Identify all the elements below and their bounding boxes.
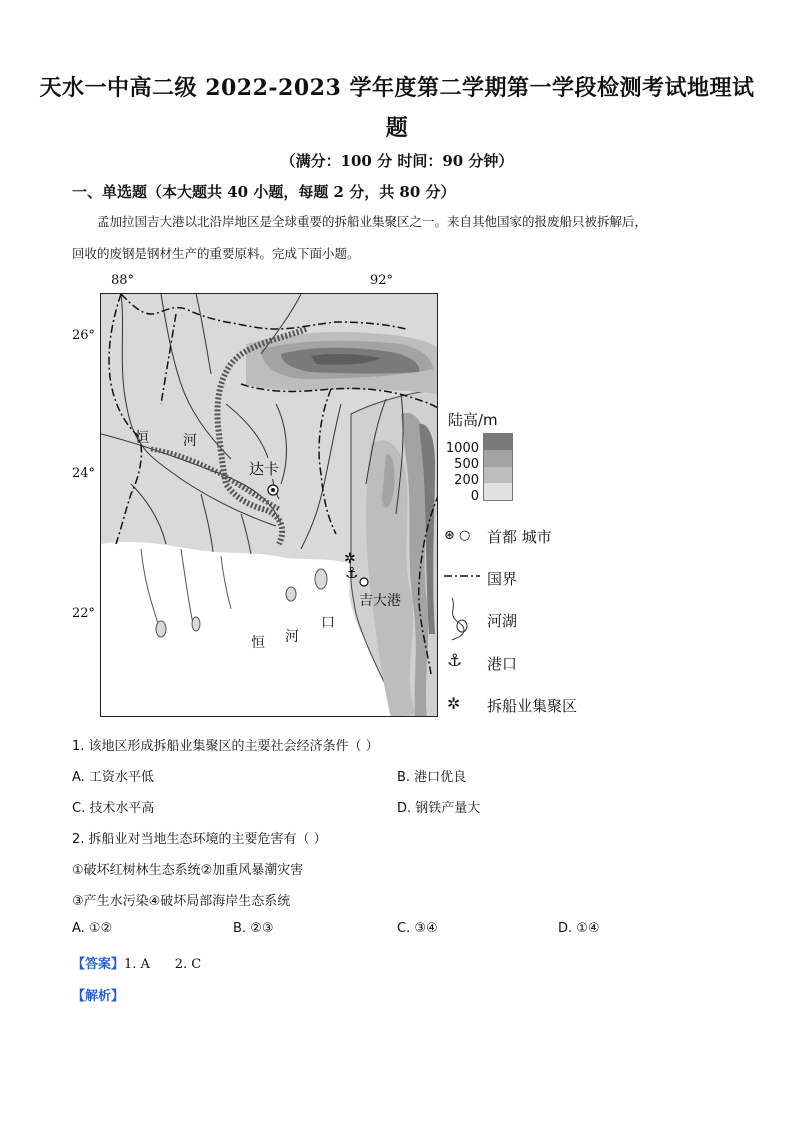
legend-tick-500: 500 [454,457,479,472]
document-title-line2: 题 [385,115,409,141]
legend-capital-city: 首都 城市 [487,528,552,546]
capital-city-legend-icon: ⊛ ○ [444,528,471,543]
dhaka-label: 达卡 [249,460,280,478]
question-1-option-c: C. 技术水平高 [72,801,155,816]
question-1-stem: 1. 该地区形成拆船业集聚区的主要社会经济条件（ ） [72,739,379,754]
intro-line2: 回收的废钢是钢材生产的重要原料。完成下面小题。 [72,246,360,261]
question-1-option-a: A. 工资水平低 [72,770,154,785]
chittagong-label: 吉大港 [359,593,401,609]
question-2-statements-1: ①破坏红树林生态系统②加重风暴潮灾害 [72,863,304,878]
analysis-label: 【解析】 [72,989,125,1004]
lon-label-92: 92° [370,273,394,288]
ganges-label-1: 恒 [135,430,149,446]
question-2-option-b: B. ②③ [233,921,274,936]
answer-line [72,953,201,972]
estuary-label-1: 恒 [251,635,265,651]
exam-info: （满分：100 分 时间：90 分钟） [280,152,514,170]
legend-rivers: 河湖 [487,612,518,630]
border-legend-icon [444,568,480,584]
lat-label-22: 22° [72,606,96,621]
legend-tick-1000: 1000 [445,441,479,456]
lon-label-88: 88° [111,273,135,288]
legend-tick-200: 200 [454,473,479,488]
shipbreaking-legend-icon: ✲ [447,694,461,713]
legend-elevation-scale [483,433,513,501]
document-title-line1: 天水一中高二级 2022-2023 学年度第二学期第一学段检测考试地理试 [39,75,755,101]
estuary-label-3: 口 [321,615,335,631]
intro-line1: 孟加拉国吉大港以北沿岸地区是全球重要的拆船业集聚区之一。来自其他国家的报废船只被拆解后， [97,214,648,229]
question-2-option-d: D. ①④ [558,921,600,936]
question-1-option-d: D. 钢铁产量大 [397,801,481,816]
legend-shipbreaking: 拆船业集聚区 [487,697,578,715]
estuary-label-2: 河 [285,629,299,645]
map-drawing [101,294,438,717]
question-2-stem: 2. 拆船业对当地生态环境的主要危害有（ ） [72,832,327,847]
question-1-option-b: B. 港口优良 [397,770,467,785]
question-2-option-c: C. ③④ [397,921,438,936]
question-2-option-a: A. ①② [72,921,113,936]
shipbreaking-cluster-icon: ✲ [344,551,356,567]
legend-tick-0: 0 [470,489,479,504]
legend-elevation-title: 陆高/m [448,411,498,429]
answer-label: 【答案】 [72,957,125,972]
answer-value: 1. A 2. C [124,957,202,972]
lat-label-26: 26° [72,328,96,343]
question-2-statements-2: ③产生水污染④破坏局部海岸生态系统 [72,894,291,909]
ganges-label-2: 河 [183,433,197,449]
legend-border: 国界 [487,570,518,588]
lat-label-24: 24° [72,466,96,481]
legend-port: 港口 [487,655,518,673]
river-lake-legend-icon [446,596,470,642]
chittagong-port-icon: ⚓ [345,564,359,582]
port-legend-icon: ⚓ [447,651,463,671]
bangladesh-map [100,293,438,717]
section-heading: 一、单选题（本大题共 40 小题，每题 2 分，共 80 分） [72,183,456,201]
